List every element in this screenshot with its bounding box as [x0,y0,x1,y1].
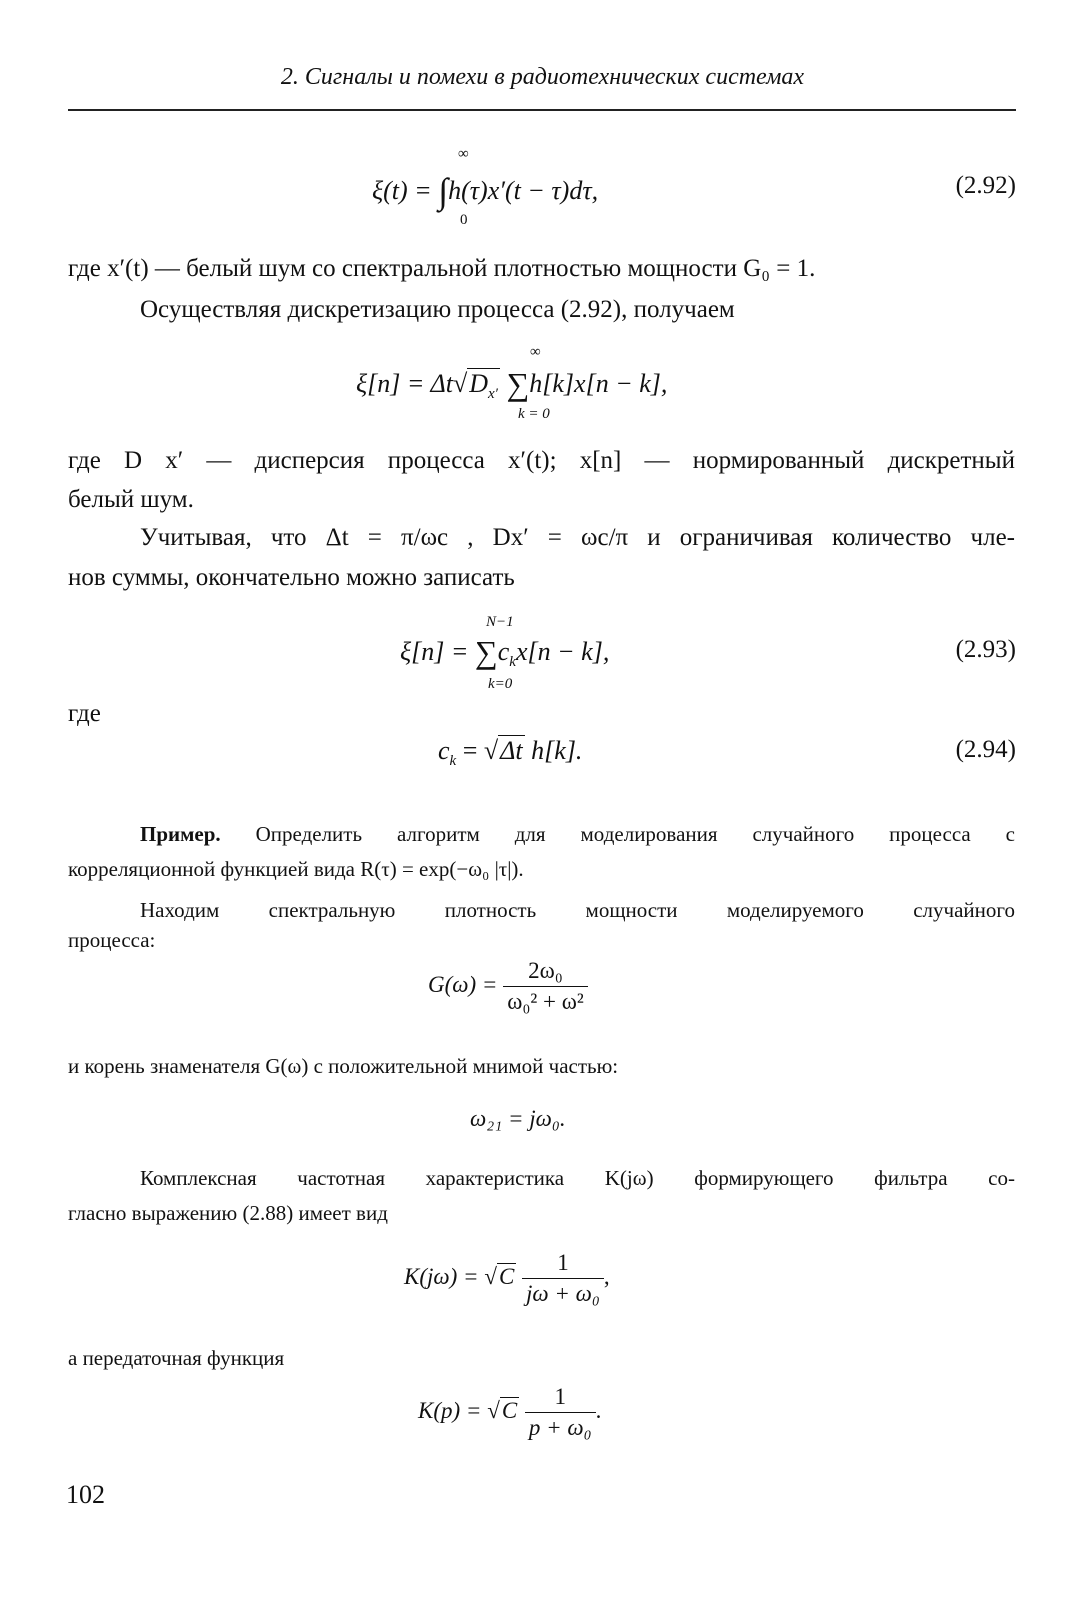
text-line: процесса: [68,928,156,952]
sum-lower-limit: k=0 [488,676,513,692]
running-title: 2. Сигналы и помехи в радиотехнических системах [280,64,805,90]
sum-sign: ∑ [506,366,530,402]
sqrt-radicand: $D_{x'}$ [469,369,498,403]
sqrt-radicand: C [501,1397,518,1423]
sqrt-radicand: C [498,1263,515,1289]
text-line: Находим спектральную плотность мощности моделируемого случайного [140,898,1015,922]
formula-2-94: $c_k = √\Delta t$ h[k]. [438,736,583,770]
text-line: Учитывая, что Δt = π/ωс , Dx′ = ωс/π и ограничивая количество чле- [140,524,1015,551]
formula-root: ω₂₁ = jω₀. [470,1106,566,1131]
equation-number-2-92: (2.92) [955,172,1016,199]
sum-upper-limit: ∞ [530,344,541,360]
sqrt-sign: √ [487,1397,500,1423]
fraction-numerator: 2ω₀ [528,958,563,983]
formula-integrand: h(τ)x′(t − τ)dτ, [448,176,599,205]
text-line: где [68,700,101,727]
text-line: корреляционной функцией вида R(τ) = exp(−ω₀ |τ|). [68,857,524,881]
sum-sign: ∑ [474,634,498,670]
formula-2-92 [372,170,598,212]
sum-upper-limit: N−1 [486,614,514,630]
formula-lhs: ξ[n] = [400,637,469,666]
text-line: Комплексная частотная характеристика K(jω) формирующего фильтра со- [140,1166,1015,1190]
formula-lhs: ξ(t) = [372,176,432,205]
equation-number-2-93: (2.93) [955,636,1016,663]
fraction-denominator: p + ω₀ [525,1412,596,1441]
fraction-numerator: 1 [554,1384,567,1409]
text-line: белый шум. [68,486,194,513]
sqrt-sign: √ [452,369,468,398]
text-line: Осуществляя дискретизацию процесса (2.92), получаем [140,296,735,323]
formula-lhs: G(ω) = [428,971,498,997]
text-line: нов суммы, окончательно можно записать [68,564,515,591]
formula-K-p: K(p) = √C $\frac{1}{\text{p + ω₀}}$ . [418,1384,602,1440]
formula-rest: h[k]. [524,736,583,765]
integral-sign: ∫ [438,171,449,211]
example-text: Определить алгоритм для моделирования случайного процесса с [220,822,1015,846]
integral-lower-limit: 0 [460,212,468,228]
formula-lhs: $c_k$ [438,736,457,770]
fraction [522,1250,604,1307]
sum-lower-limit: k = 0 [518,406,550,422]
text-line: где x′(t) — белый шум со спектральной плотностью мощности G₀ = 1. [68,255,816,282]
page-number: 102 [66,1480,105,1509]
text-line: где D x′ — дисперсия процесса x′(t); x[n] — нормированный дискретный [68,447,1015,474]
formula-K-jw: K(jω) = √C $\frac{1}{\text{jω + ω₀}}$ , [404,1250,610,1306]
fraction-denominator: ω₀² + ω² [503,986,588,1015]
integral-upper-limit: ∞ [458,146,469,162]
formula-lhs: K(jω) = [404,1263,479,1289]
sqrt-sign: √ [484,1263,497,1289]
formula-G [428,958,588,1015]
sqrt-sign: √ [483,736,499,765]
fraction [525,1384,596,1441]
text-line: и корень знаменателя G(ω) с положительной мнимой частью: [68,1054,619,1078]
text-line [140,822,1015,847]
formula-lhs: K(p) = [418,1397,482,1423]
text-line: а передаточная функция [68,1346,285,1370]
fraction-numerator: 1 [557,1250,569,1275]
formula-sum-body: h[k]x[n − k], [529,369,668,398]
text-line: гласно выражению (2.88) имеет вид [68,1201,388,1225]
formula-sum-body: $c_kx[n - k]$, [497,637,610,671]
example-label: Пример. [140,822,221,846]
sqrt-radicand: Δt [500,736,523,765]
formula-2-93 [400,634,609,671]
formula-lhs: ξ[n] = Δt [356,369,453,398]
equation-number-2-94: (2.94) [955,736,1016,763]
fraction [503,958,588,1015]
header-rule [68,109,1016,111]
fraction-denominator: jω + ω₀ [522,1278,604,1307]
formula-discrete [356,366,667,403]
